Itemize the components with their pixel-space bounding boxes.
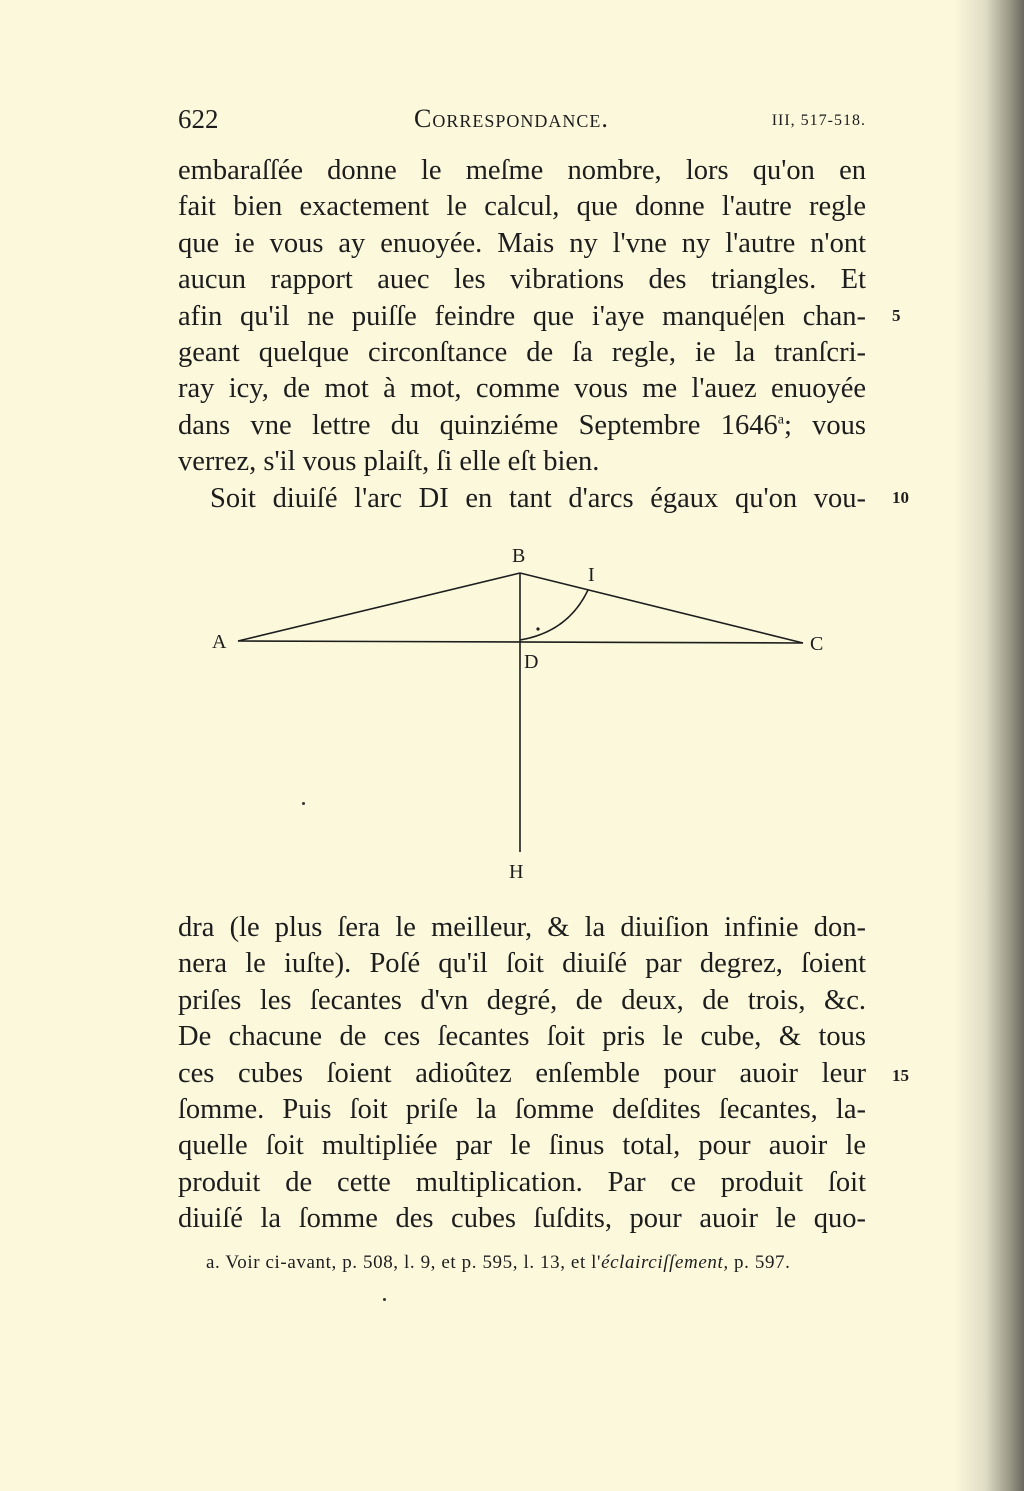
text-line: ray icy, de mot à mot, comme vous me l'auez enuoyée [178, 373, 866, 405]
text-line: De chacune de ces ſecantes ſoit pris le cube, & tous [178, 1021, 866, 1053]
paragraph-2-first-line: Soit diuiſé l'arc DI en tant d'arcs égaux qu'on vou- [210, 482, 866, 514]
text-line: afin qu'il ne puiſſe feindre que i'aye manqué|en chan- [178, 300, 866, 332]
print-speck [302, 802, 305, 805]
footnote-marker: a [777, 412, 784, 428]
page-number: 622 [178, 104, 219, 134]
label-D: D [524, 651, 539, 673]
text-line: quelle ſoit multipliée par le ſinus total, pour auoir le [178, 1130, 866, 1162]
text-line: diuiſé la ſomme des cubes ſuſdits, pour auoir le quo- [178, 1203, 866, 1235]
paragraph-2 [178, 910, 866, 1238]
text-line: ces cubes ſoient adioûtez enſemble pour auoir leur [178, 1057, 866, 1089]
footnote-suffix: p. 597. [728, 1252, 791, 1273]
text-line: que ie vous ay enuoyée. Mais ny l'vne ny l'autre n'ont [178, 227, 866, 259]
label-B: B [512, 545, 526, 567]
footnote-prefix: a. Voir ci-avant, p. 508, l. 9, et p. 595, l. 13, et l' [206, 1252, 602, 1273]
text-line: aucun rapport auec les vibrations des triangles. Et [178, 264, 866, 296]
margin-line-number-5: 5 [892, 306, 901, 325]
margin-line-number-15: 15 [892, 1066, 909, 1085]
page-reference: III, 517-518. [771, 112, 866, 129]
label-H: H [509, 861, 524, 883]
footnote-italic: éclairciſſement, [601, 1252, 729, 1273]
line-AB [238, 573, 520, 641]
text-line: ſomme. Puis ſoit priſe la ſomme deſdites ſecantes, la- [178, 1093, 866, 1125]
line-BC [520, 573, 803, 643]
page-edge-shadow [954, 0, 1024, 1491]
print-speck [383, 1298, 386, 1301]
text-line: dra (le plus ſera le meilleur, & la diuiſion infinie don- [178, 912, 866, 943]
text-line: verrez, s'il vous plaiſt, ſi elle eſt bien. [178, 446, 600, 478]
text-line-start: dans vne lettre du quinziéme Septembre 1646 [178, 409, 778, 441]
label-A: A [212, 631, 227, 653]
text-line: embaraſſée donne le meſme nombre, lors qu'on en [178, 155, 866, 186]
running-header [178, 104, 868, 144]
text-line: geant quelque circonſtance de ſa regle, ie la tranſcri- [178, 336, 866, 368]
text-line-tail: ; vous [783, 409, 866, 441]
footnote [206, 1252, 866, 1274]
label-I: I [588, 564, 595, 586]
geometric-figure [200, 540, 840, 890]
running-title: Correspondance. [414, 104, 609, 133]
arc-mark [536, 627, 539, 630]
text-line: nera le iuſte). Poſé qu'il ſoit diuiſé par degrez, ſoient [178, 948, 866, 980]
paragraph-1 [178, 153, 866, 517]
text-line: priſes les ſecantes d'vn degré, de deux, de trois, &c. [178, 984, 866, 1016]
margin-line-number-10: 10 [892, 488, 909, 507]
text-line: produit de cette multiplication. Par ce produit ſoit [178, 1166, 866, 1198]
arc-DI [520, 590, 588, 640]
label-C: C [810, 633, 824, 655]
text-line [178, 408, 866, 444]
text-line: fait bien exactement le calcul, que donne l'autre regle [178, 191, 866, 223]
